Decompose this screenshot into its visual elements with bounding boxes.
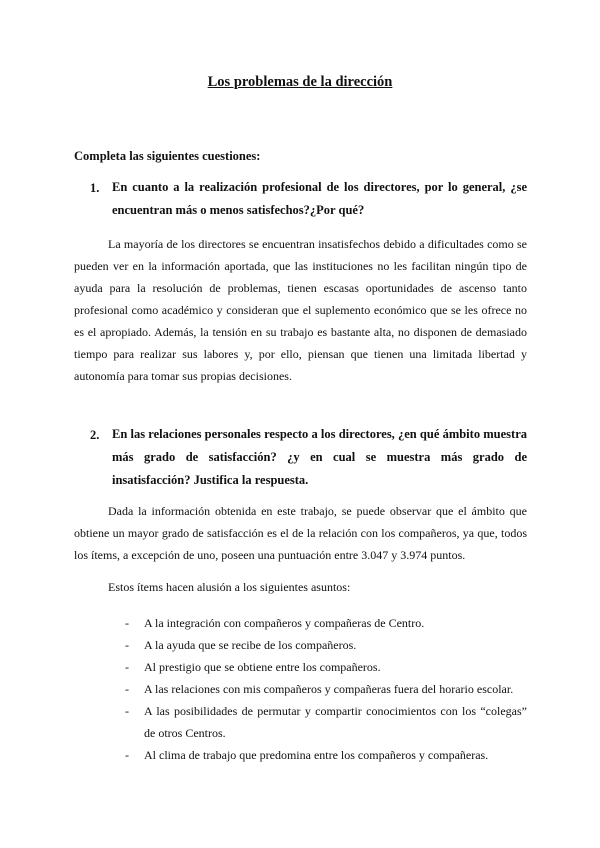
question-2-number: 2. [90,428,100,442]
bullet-dash: - [125,616,129,630]
bullet-dash: - [125,704,129,718]
document-title: Los problemas de la dirección [207,74,393,90]
list-item [0,656,600,678]
list-item [0,744,600,766]
question-1-answer: La mayoría de los directores se encuentran insatisfechos debido a dificultades como se pueden ver en la información aportada, que las instituciones no les facilitan ningún tipo de ayuda para la resolución de problemas, tienen escasas oportunidades de ascenso tanto profesional como académico y consideran que el suplemento económico que se les ofrece no es el apropiado. Además, la tensión en su trabajo es bastante alta, no disponen de demasiado tiempo para realizar sus labores y, por ello, piensan que tienen una limitada libertad y autonomía para tomar sus propias decisiones. [74,237,527,383]
question-2-text: En las relaciones personales respecto a los directores, ¿en qué ámbito muestra más grado de satisfacción? ¿y en cual se muestra más grado de insatisfacción? Justifica la respuesta. [112,427,527,487]
list-item-text: A la integración con compañeros y compañeras de Centro. [144,616,425,630]
list-item [0,612,600,634]
bullet-dash: - [125,748,129,762]
question-1-number: 1. [90,181,100,195]
list-item-text: A las relaciones con mis compañeros y compañeras fuera del horario escolar. [144,682,514,696]
satisfaction-items-list [0,612,600,766]
question-2-intro: Estos ítems hacen alusión a los siguientes asuntos: [108,580,351,594]
bullet-dash: - [125,682,129,696]
list-item-text: Al prestigio que se obtiene entre los compañeros. [144,660,381,674]
list-item-text: Al clima de trabajo que predomina entre los compañeros y compañeras. [144,748,489,762]
question-1-text: En cuanto a la realización profesional de los directores, por lo general, ¿se encuentran más o menos satisfechos?¿Por qué? [112,180,527,217]
list-item-text: A las posibilidades de permutar y compartir conocimientos con los “colegas” de otros Centros. [144,704,527,740]
list-item [0,634,600,656]
instructions-heading: Completa las siguientes cuestiones: [74,149,261,163]
list-item [0,678,600,700]
list-item [0,700,600,744]
bullet-dash: - [125,638,129,652]
list-item-text: A la ayuda que se recibe de los compañeros. [144,638,357,652]
bullet-dash: - [125,660,129,674]
question-2-answer: Dada la información obtenida en este trabajo, se puede observar que el ámbito que obtiene un mayor grado de satisfacción es el de la relación con los compañeros, ya que, todos los ítems, a excepción de uno, poseen una puntuación entre 3.047 y 3.974 puntos. [74,504,527,562]
